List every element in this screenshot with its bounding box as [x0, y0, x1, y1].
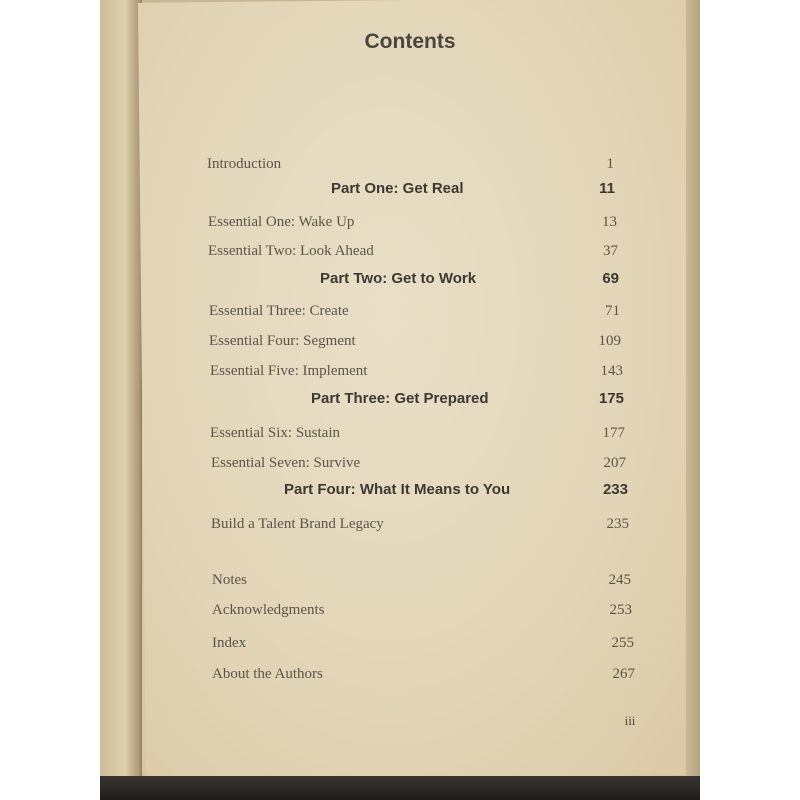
toc-entry-page: 235 [606, 516, 629, 532]
toc-entry-page: 245 [608, 572, 631, 588]
toc-entry-page: 71 [605, 303, 620, 319]
toc-part-page: 175 [598, 390, 624, 407]
toc-entry [0, 243, 800, 267]
toc-entry [0, 156, 800, 180]
toc-part-page: 69 [602, 270, 619, 287]
toc-entry-label: Essential Six: Sustain [210, 425, 341, 441]
toc-entry [0, 666, 800, 690]
toc-entry-page: 109 [598, 333, 621, 349]
toc-part-label: Part One: Get Real [331, 180, 464, 197]
toc-entry-label: About the Authors [212, 666, 323, 682]
toc-entry-page: 177 [602, 425, 625, 441]
toc-entry-page: 267 [612, 666, 635, 682]
toc-entry-label: Essential One: Wake Up [208, 214, 355, 230]
toc-entry-label: Essential Seven: Survive [211, 455, 361, 471]
toc-part-label: Part Three: Get Prepared [311, 390, 489, 407]
toc-entry-label: Essential Four: Segment [209, 333, 356, 349]
toc-part-page: 233 [602, 481, 628, 498]
table-surface [100, 776, 700, 800]
toc-entry-page: 255 [611, 635, 634, 651]
toc-entry-page: 143 [600, 363, 623, 379]
toc-part-heading [0, 481, 800, 505]
toc-entry-label: Build a Talent Brand Legacy [211, 516, 384, 532]
toc-entry-label: Index [212, 635, 247, 651]
toc-entry-label: Essential Two: Look Ahead [208, 243, 374, 259]
toc-entry [0, 303, 800, 327]
toc-entry [0, 425, 800, 449]
toc-entry-label: Notes [212, 572, 247, 588]
toc-entry-label: Essential Five: Implement [210, 363, 368, 379]
toc-part-page: 11 [599, 180, 615, 197]
page-folio: iii [624, 713, 636, 728]
toc-entry-page: 1 [606, 156, 614, 172]
toc-entry-page: 207 [603, 455, 626, 471]
toc-entry-page: 13 [602, 214, 617, 230]
toc-entry [0, 363, 800, 387]
toc-entry-page: 37 [603, 243, 618, 259]
toc-entry-page: 253 [609, 602, 632, 618]
page-title: Contents [364, 30, 456, 53]
toc-entry [0, 572, 800, 596]
toc-entry [0, 333, 800, 357]
toc-entry-label: Acknowledgments [212, 602, 325, 618]
toc-entry-label: Introduction [207, 156, 282, 172]
toc-entry [0, 455, 800, 479]
toc-entry-label: Essential Three: Create [209, 303, 349, 319]
toc-part-heading [0, 390, 800, 414]
toc-part-label: Part Four: What It Means to You [284, 481, 511, 498]
toc-entry [0, 214, 800, 238]
toc-part-heading [0, 270, 800, 294]
toc-entry [0, 516, 800, 540]
toc-part-heading [0, 180, 800, 204]
toc-part-label: Part Two: Get to Work [320, 270, 477, 287]
toc-entry [0, 635, 800, 659]
toc-entry [0, 602, 800, 626]
